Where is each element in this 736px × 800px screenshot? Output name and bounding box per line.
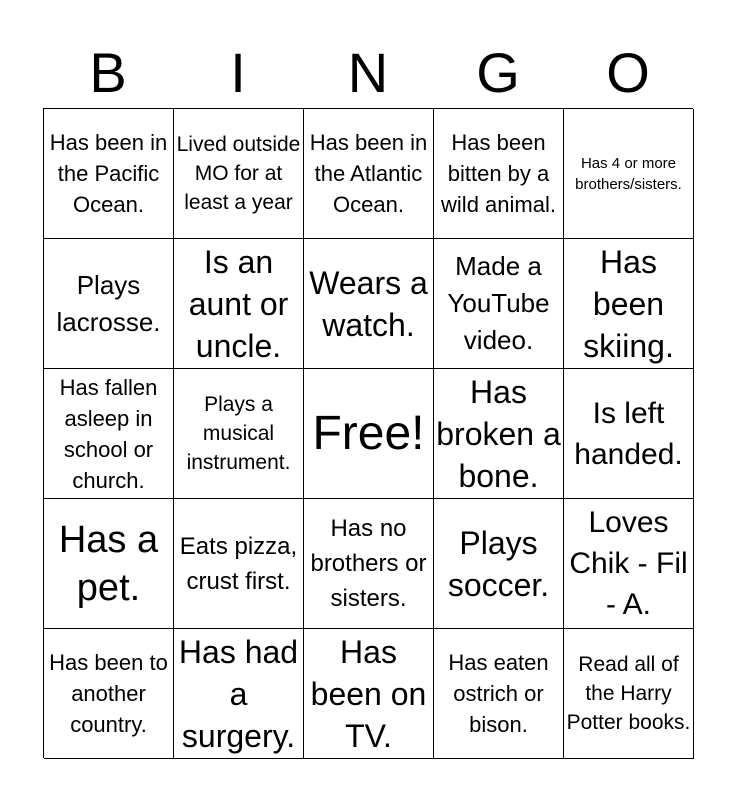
bingo-cell-r5c5[interactable]: [564, 629, 694, 759]
cell-text: Has been in the Atlantic Ocean.: [309, 130, 428, 217]
cell-text: Has been bitten by a wild animal.: [441, 130, 556, 217]
bingo-cell-r4c2[interactable]: [174, 499, 304, 629]
cell-text: Loves Chik - Fil - A.: [569, 506, 688, 621]
bingo-cell-r4c5[interactable]: [564, 499, 694, 629]
cell-text: Has eaten ostrich or bison.: [448, 650, 549, 737]
bingo-header: [43, 40, 693, 106]
cell-text: Plays a musical instrument.: [186, 393, 291, 474]
cell-text: Has been in the Pacific Ocean.: [49, 130, 168, 217]
cell-text: Read all of the Harry Potter books.: [566, 653, 691, 734]
cell-text: Has no brothers or sisters.: [310, 515, 427, 612]
bingo-cell-r3c2[interactable]: [174, 369, 304, 499]
bingo-cell-r1c4[interactable]: [434, 109, 564, 239]
bingo-grid: [43, 108, 693, 758]
free-space: Free!: [312, 406, 425, 460]
bingo-cell-r3c4[interactable]: [434, 369, 564, 499]
header-letter-b: B: [89, 41, 127, 104]
cell-text: Has been to another country.: [49, 650, 168, 737]
bingo-cell-r3c3[interactable]: [304, 369, 434, 499]
cell-text: Has 4 or more brothers/sisters.: [575, 154, 682, 193]
cell-text: Plays soccer.: [447, 524, 550, 603]
bingo-cell-r2c3[interactable]: [304, 239, 434, 369]
cell-text: Is an aunt or uncle.: [188, 243, 289, 364]
bingo-cell-r5c4[interactable]: [434, 629, 564, 759]
header-letter-n: N: [347, 41, 389, 104]
bingo-cell-r4c4[interactable]: [434, 499, 564, 629]
cell-text: Plays lacrosse.: [56, 269, 161, 337]
bingo-cell-r5c1[interactable]: [44, 629, 174, 759]
bingo-cell-r5c2[interactable]: [174, 629, 304, 759]
header-letter-i: I: [230, 41, 246, 104]
cell-text: Has been skiing.: [583, 243, 674, 364]
bingo-cell-r4c3[interactable]: [304, 499, 434, 629]
bingo-cell-r5c3[interactable]: [304, 629, 434, 759]
cell-text: Is left handed.: [574, 396, 683, 471]
cell-text: Has fallen asleep in school or church.: [59, 374, 158, 493]
cell-text: Wears a watch.: [309, 264, 428, 343]
bingo-cell-r1c3[interactable]: [304, 109, 434, 239]
bingo-cell-r1c1[interactable]: [44, 109, 174, 239]
header-letter-g: G: [476, 41, 520, 104]
cell-text: Eats pizza, crust first.: [179, 532, 298, 595]
cell-text: Made a YouTube video.: [447, 251, 550, 355]
header-letter-o: O: [606, 41, 650, 104]
bingo-cell-r1c5[interactable]: [564, 109, 694, 239]
bingo-cell-r1c2[interactable]: [174, 109, 304, 239]
cell-text: Has been on TV.: [310, 633, 427, 754]
cell-text: Has had a surgery.: [178, 633, 299, 754]
bingo-cell-r2c5[interactable]: [564, 239, 694, 369]
bingo-cell-r4c1[interactable]: [44, 499, 174, 629]
bingo-cell-r2c1[interactable]: [44, 239, 174, 369]
bingo-cell-r2c4[interactable]: [434, 239, 564, 369]
bingo-cell-r3c1[interactable]: [44, 369, 174, 499]
cell-text: Has broken a bone.: [436, 373, 561, 494]
cell-text: Lived outside MO for at least a year: [176, 133, 301, 214]
cell-text: Has a pet.: [58, 518, 159, 609]
bingo-cell-r2c2[interactable]: [174, 239, 304, 369]
bingo-cell-r3c5[interactable]: [564, 369, 694, 499]
